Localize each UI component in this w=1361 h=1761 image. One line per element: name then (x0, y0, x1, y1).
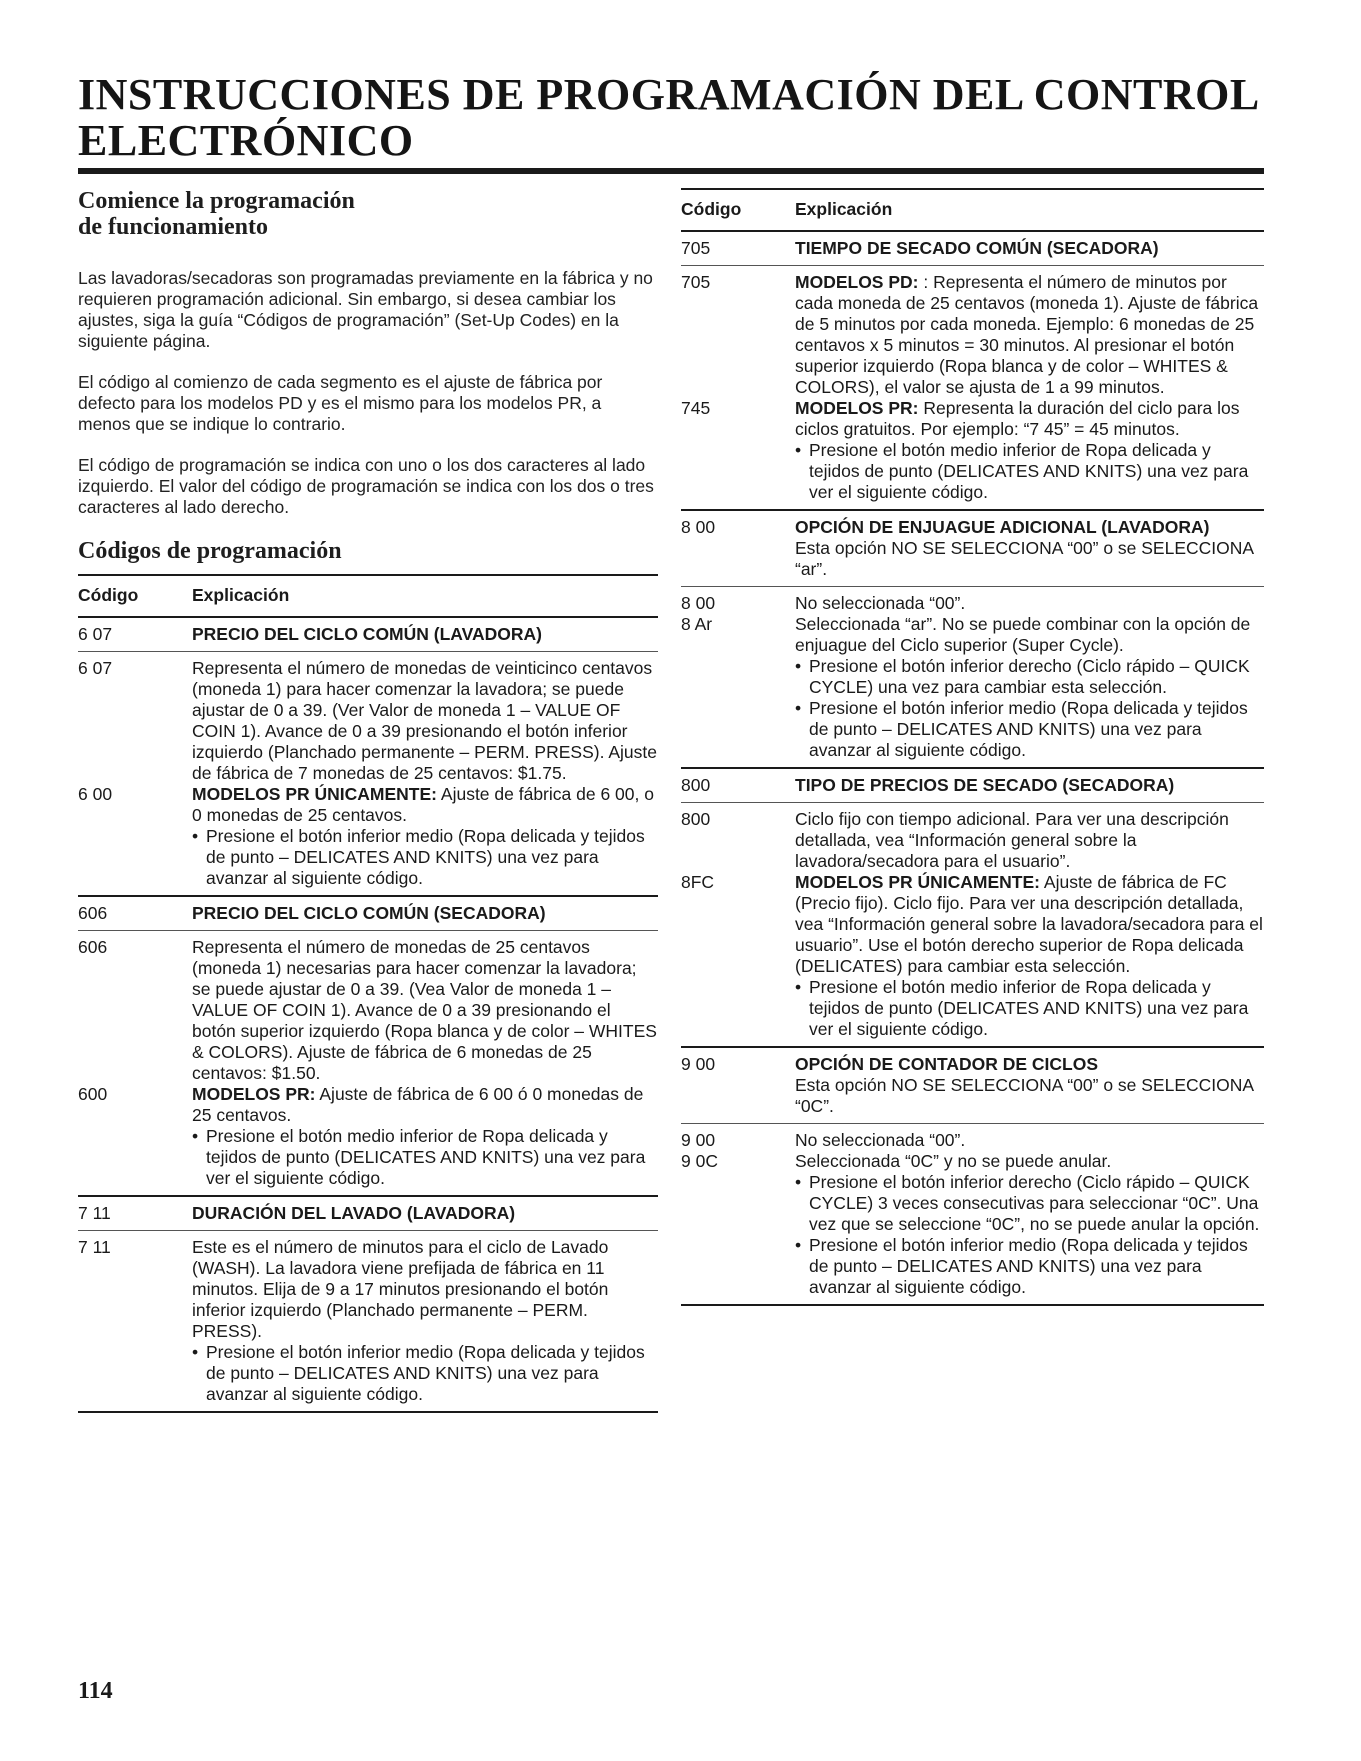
row-body: Este es el número de minutos para el ciclo de Lavado (WASH). La lavadora viene prefijada de fábrica en 11 minutos. Elija de 9 a 17 minutos presionando el botón inferior izquierdo (Planchado permanente – PERM. PRESS). (192, 1237, 609, 1341)
row-text (795, 872, 1264, 977)
code-section (681, 1048, 1264, 1306)
header-explanation: Explicación (795, 199, 893, 219)
section-title-block (795, 238, 1264, 259)
section-subtitle: Esta opción NO SE SELECCIONA “00” o se SELECCIONA “0C”. (795, 1075, 1254, 1116)
section-code: 606 (78, 903, 108, 923)
intro-paragraph: Las lavadoras/secadoras son programadas previamente en la fábrica y no requieren programación adicional. Sin embargo, si desea cambiar los ajustes, siga la guía “Códigos de programación” (Set-Up Codes) en la siguiente página. (78, 268, 653, 351)
section-title: TIEMPO DE SECADO COMÚN (SECADORA) (795, 238, 1159, 258)
section-header (78, 618, 658, 652)
page-title: INSTRUCCIONES DE PROGRAMACIÓN DEL CONTROL ELECTRÓNICO (78, 70, 1258, 165)
row-body: Representa el número de monedas de veinticinco centavos (moneda 1) para hacer comenzar la lavadora; se puede ajustar de 0 a 39. (Ver Valor de moneda 1 – VALUE OF COIN 1). Avance de 0 a 39 presionando el botón inferior izquierdo (Planchado permanente – PERM. PRESS). Ajuste de fábrica de 7 monedas de 25 centavos: $1.75. (192, 658, 657, 783)
code-row (681, 872, 1264, 1040)
row-body: Ciclo fijo con tiempo adicional. Para ver una descripción detallada, vea “Información general sobre la lavadora/secadora para el usuario”. (795, 809, 1229, 871)
right-code-table (681, 232, 1264, 1306)
right-column (681, 188, 1264, 1306)
section-title-block (192, 624, 658, 645)
row-text (795, 1151, 1264, 1172)
row-text (192, 937, 658, 1084)
bullet-icon: • (795, 977, 802, 997)
bullet-item (795, 440, 1264, 503)
code-row (78, 784, 658, 889)
bullet-item (795, 698, 1264, 761)
intro-paragraph: El código de programación se indica con uno o los dos caracteres al lado izquierdo. El valor del código de programación se indica con los dos o tres caracteres al lado derecho. (78, 455, 654, 517)
bullet-text: Presione el botón inferior derecho (Ciclo rápido – QUICK CYCLE) 3 veces consecutivas para seleccionar “0C”. Una vez que se seleccione “0C”, no se puede anular la opción. (809, 1172, 1260, 1234)
bullet-text: Presione el botón medio inferior de Ropa delicada y tejidos de punto (DELICATES AND KNITS) una vez para ver el siguiente código. (809, 440, 1249, 502)
left-code-table (78, 618, 658, 1413)
section-code: 6 07 (78, 624, 113, 644)
section-header (681, 1048, 1264, 1124)
row-explanation (795, 809, 1264, 872)
row-explanation (795, 872, 1264, 1040)
header-code: Código (681, 199, 742, 219)
row-body: Ajuste de fábrica de 6 00 ó 0 monedas de 25 centavos. (192, 1084, 644, 1125)
section-title-block (795, 1054, 1264, 1117)
row-lead: MODELOS PD: (795, 272, 919, 292)
row-explanation (192, 937, 658, 1084)
code-row (681, 1130, 1264, 1151)
section-body (681, 803, 1264, 1046)
section-subtitle: Esta opción NO SE SELECCIONA “00” o se SELECCIONA “ar”. (795, 538, 1254, 579)
row-body: Seleccionada “ar”. No se puede combinar con la opción de enjuague del Ciclo superior (Super Cycle). (795, 614, 1251, 655)
bullet-item (192, 826, 658, 889)
section-code: 9 00 (681, 1054, 716, 1074)
start-section (78, 188, 658, 518)
section-body (78, 1231, 658, 1411)
code-section (78, 618, 658, 897)
codes-heading: Códigos de programación (78, 538, 342, 564)
row-body: No seleccionada “00”. (795, 1130, 966, 1150)
section-code: 8 00 (681, 517, 716, 537)
bullet-icon: • (192, 826, 199, 846)
code-row (681, 1151, 1264, 1298)
bullet-icon: • (795, 1172, 802, 1192)
bullet-icon: • (192, 1126, 199, 1146)
bullet-text: Presione el botón medio inferior de Ropa delicada y tejidos de punto (DELICATES AND KNITS) una vez para ver el siguiente código. (809, 977, 1249, 1039)
bullet-icon: • (795, 1235, 802, 1255)
bullet-text: Presione el botón medio inferior de Ropa delicada y tejidos de punto (DELICATES AND KNITS) una vez para ver el siguiente código. (206, 1126, 646, 1188)
bullet-text: Presione el botón inferior medio (Ropa delicada y tejidos de punto – DELICATES AND KNITS) una vez para avanzar al siguiente código. (809, 698, 1248, 760)
row-code: 705 (681, 272, 711, 292)
bullet-item (795, 656, 1264, 698)
row-text (192, 1237, 658, 1342)
row-text (795, 614, 1264, 656)
header-code: Código (78, 585, 139, 605)
start-heading (78, 188, 658, 240)
title-rule (78, 168, 1264, 174)
row-explanation (192, 784, 658, 889)
row-explanation (795, 398, 1264, 503)
section-code: 7 11 (78, 1203, 111, 1223)
code-row (681, 593, 1264, 614)
section-title-block (795, 517, 1264, 580)
row-explanation (192, 1084, 658, 1189)
left-column (78, 188, 658, 1413)
row-code: 8 Ar (681, 614, 713, 634)
section-title: DURACIÓN DEL LAVADO (LAVADORA) (192, 1203, 516, 1223)
row-body: Representa la duración del ciclo para los ciclos gratuitos. Por ejemplo: “7 45” = 45 minutos. (795, 398, 1240, 439)
row-text (192, 1084, 658, 1126)
bullet-icon: • (795, 440, 802, 460)
section-header (681, 769, 1264, 803)
row-code: 8FC (681, 872, 715, 892)
row-code: 745 (681, 398, 711, 418)
code-row (78, 937, 658, 1084)
start-heading-line2: de funcionamiento (78, 214, 269, 240)
row-code: 600 (78, 1084, 108, 1104)
row-code: 6 00 (78, 784, 113, 804)
code-row (681, 809, 1264, 872)
bullet-item (795, 1172, 1264, 1235)
bullet-text: Presione el botón inferior medio (Ropa delicada y tejidos de punto – DELICATES AND KNITS) una vez para avanzar al siguiente código. (809, 1235, 1248, 1297)
intro-paragraph: El código al comienzo de cada segmento es el ajuste de fábrica por defecto para los modelos PD y es el mismo para los modelos PR, a menos que se indique lo contrario. (78, 372, 603, 434)
row-code: 9 00 (681, 1130, 716, 1150)
code-section (681, 769, 1264, 1048)
section-title: OPCIÓN DE ENJUAGUE ADICIONAL (LAVADORA) (795, 517, 1210, 537)
row-text (795, 272, 1264, 398)
row-body: Ajuste de fábrica de 6 00, o 0 monedas de 25 centavos. (192, 784, 654, 825)
code-row (681, 614, 1264, 761)
section-header (681, 511, 1264, 587)
row-lead: MODELOS PR ÚNICAMENTE: (795, 872, 1040, 892)
row-text (192, 658, 658, 784)
bullet-icon: • (795, 698, 802, 718)
row-explanation (795, 1151, 1264, 1298)
code-row (78, 1237, 658, 1405)
bullet-item (795, 977, 1264, 1040)
section-body (681, 587, 1264, 767)
section-body (681, 266, 1264, 509)
bullet-item (192, 1342, 658, 1405)
section-title: OPCIÓN DE CONTADOR DE CICLOS (795, 1054, 1099, 1074)
code-section (681, 511, 1264, 769)
row-explanation (192, 658, 658, 784)
header-explanation: Explicación (192, 585, 290, 605)
row-code: 9 0C (681, 1151, 718, 1171)
table-header (681, 190, 1264, 232)
row-code: 800 (681, 809, 711, 829)
section-title-block (192, 1203, 658, 1224)
code-row (681, 398, 1264, 503)
section-title-block (795, 775, 1264, 796)
row-code: 7 11 (78, 1237, 111, 1257)
bullet-item (795, 1235, 1264, 1298)
code-row (78, 1084, 658, 1189)
row-code: 8 00 (681, 593, 716, 613)
row-lead: MODELOS PR: (795, 398, 919, 418)
row-code: 6 07 (78, 658, 113, 678)
section-title: PRECIO DEL CICLO COMÚN (SECADORA) (192, 903, 546, 923)
code-section (681, 232, 1264, 511)
section-header (78, 1197, 658, 1231)
row-explanation (795, 614, 1264, 761)
row-body: Representa el número de monedas de 25 centavos (moneda 1) necesarias para hacer comenzar la lavadora; se puede ajustar de 0 a 39. (Vea Valor de moneda 1 – VALUE OF COIN 1). Avance de 0 a 39 presionando el botón superior izquierdo (Ropa blanca y de color – WHITES & COLORS). Ajuste de fábrica de 6 monedas de 25 centavos: $1.50. (192, 937, 657, 1083)
bullet-text: Presione el botón inferior derecho (Ciclo rápido – QUICK CYCLE) una vez para cambiar esta selección. (809, 656, 1250, 697)
row-lead: MODELOS PR ÚNICAMENTE: (192, 784, 437, 804)
section-code: 800 (681, 775, 711, 795)
start-heading-line1: Comience la programación (78, 188, 355, 214)
bullet-icon: • (192, 1342, 199, 1362)
row-body: Ajuste de fábrica de FC (Precio fijo). Ciclo fijo. Para ver una descripción detallada, vea “Información general sobre la lavadora/secadora para el usuario”. Use el botón derecho superior de Ropa delicada (DELICATES) para cambiar esta selección. (795, 872, 1263, 976)
row-explanation (795, 272, 1264, 398)
row-body: : Representa el número de minutos por cada moneda de 25 centavos (moneda 1). Ajuste de fábrica de 5 minutos por cada moneda. Ejemplo: 6 monedas de 25 centavos x 5 minutos = 30 minutos. Al presionar el botón superior izquierdo (Ropa blanca y de color – WHITES & COLORS), el valor se ajusta de 1 a 99 minutos. (795, 272, 1259, 397)
section-code: 705 (681, 238, 711, 258)
section-title: TIPO DE PRECIOS DE SECADO (SECADORA) (795, 775, 1175, 795)
row-explanation (795, 593, 1264, 614)
row-explanation (795, 1130, 1264, 1151)
bullet-text: Presione el botón inferior medio (Ropa delicada y tejidos de punto – DELICATES AND KNITS) una vez para avanzar al siguiente código. (206, 826, 645, 888)
row-text (795, 809, 1264, 872)
section-body (78, 652, 658, 895)
section-header (681, 232, 1264, 266)
row-text (795, 1130, 1264, 1151)
page-number: 114 (78, 1678, 113, 1704)
bullet-text: Presione el botón inferior medio (Ropa delicada y tejidos de punto – DELICATES AND KNITS) una vez para avanzar al siguiente código. (206, 1342, 645, 1404)
row-text (795, 398, 1264, 440)
code-row (681, 272, 1264, 398)
bullet-item (192, 1126, 658, 1189)
code-section (78, 1197, 658, 1413)
row-body: Seleccionada “0C” y no se puede anular. (795, 1151, 1112, 1171)
row-code: 606 (78, 937, 108, 957)
section-body (681, 1124, 1264, 1304)
row-lead: MODELOS PR: (192, 1084, 316, 1104)
section-title: PRECIO DEL CICLO COMÚN (LAVADORA) (192, 624, 542, 644)
row-text (192, 784, 658, 826)
row-body: No seleccionada “00”. (795, 593, 966, 613)
table-header (78, 576, 658, 618)
section-body (78, 931, 658, 1195)
row-text (795, 593, 1264, 614)
section-title-block (192, 903, 658, 924)
code-section (78, 897, 658, 1197)
section-header (78, 897, 658, 931)
bullet-icon: • (795, 656, 802, 676)
code-row (78, 658, 658, 784)
row-explanation (192, 1237, 658, 1405)
